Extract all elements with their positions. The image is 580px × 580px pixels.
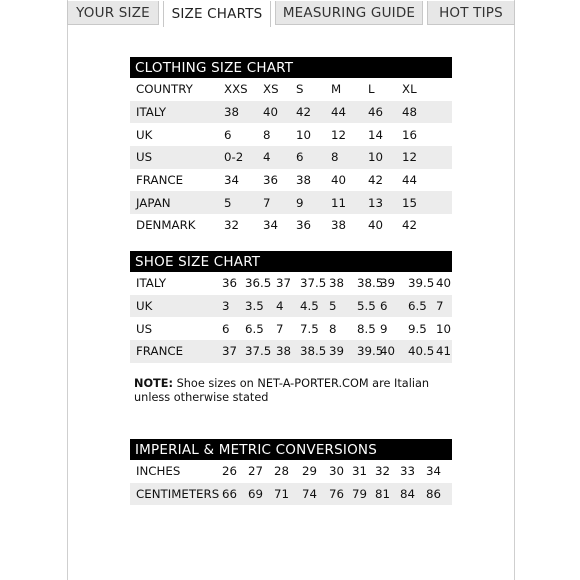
shoe-row-label: UK [136, 299, 153, 314]
conversion-cell: 66 [222, 487, 238, 502]
shoe-cell: 6.5 [408, 299, 427, 314]
conversion-chart-title: IMPERIAL & METRIC CONVERSIONS [130, 439, 452, 460]
clothing-cell: 9 [296, 195, 304, 210]
shoe-cell: 39 [329, 344, 345, 359]
imperial-metric-conversions [130, 439, 452, 505]
conversion-cell: 29 [302, 464, 318, 479]
conversion-cell: 79 [352, 487, 368, 502]
clothing-cell: XL [402, 82, 417, 97]
clothing-cell: 14 [368, 127, 384, 142]
clothing-row-label: DENMARK [136, 218, 196, 233]
clothing-row-label: COUNTRY [136, 82, 193, 97]
clothing-cell: 44 [402, 173, 418, 188]
clothing-row [130, 191, 452, 214]
shoe-cell: 10 [436, 321, 452, 336]
clothing-row [130, 169, 452, 192]
shoe-cell: 39.5 [408, 276, 435, 291]
shoe-cell: 5.5 [357, 299, 376, 314]
shoe-cell: 8 [329, 321, 337, 336]
clothing-size-chart [130, 57, 452, 237]
shoe-cell: 38 [276, 344, 292, 359]
clothing-cell: 42 [402, 218, 418, 233]
clothing-cell: 36 [263, 173, 279, 188]
conversion-row-label: INCHES [136, 464, 181, 479]
clothing-cell: 8 [331, 150, 339, 165]
clothing-cell: 5 [224, 195, 232, 210]
conversion-cell: 27 [248, 464, 264, 479]
shoe-cell: 6 [222, 321, 230, 336]
clothing-cell: 46 [368, 105, 384, 120]
shoe-cell: 8.5 [357, 321, 376, 336]
note-text: Shoe sizes on NET-A-PORTER.COM are Italian unless otherwise stated [134, 377, 430, 404]
tab-hot-tips[interactable]: HOT TIPS [427, 1, 515, 25]
shoe-row [130, 340, 452, 363]
conversion-cell: 26 [222, 464, 238, 479]
shoe-row [130, 295, 452, 318]
clothing-cell: S [296, 82, 304, 97]
shoe-cell: 37.5 [245, 344, 272, 359]
shoe-cell: 9.5 [408, 321, 427, 336]
clothing-row [130, 123, 452, 146]
shoe-cell: 3.5 [245, 299, 264, 314]
tab-bar [67, 0, 515, 26]
shoe-size-note [134, 377, 444, 405]
shoe-cell: 6 [380, 299, 388, 314]
conversion-cell: 33 [400, 464, 416, 479]
shoe-size-chart [130, 251, 452, 363]
clothing-cell: 7 [263, 195, 271, 210]
conversion-row [130, 483, 452, 506]
shoe-cell: 38 [329, 276, 345, 291]
clothing-cell: 4 [263, 150, 271, 165]
conversion-cell: 30 [329, 464, 345, 479]
clothing-row [130, 214, 452, 237]
clothing-row-label: JAPAN [136, 195, 171, 210]
shoe-cell: 7 [436, 299, 444, 314]
clothing-row-label: UK [136, 127, 153, 142]
shoe-chart-title: SHOE SIZE CHART [130, 251, 452, 272]
clothing-cell: XXS [224, 82, 248, 97]
clothing-cell: 12 [402, 150, 418, 165]
conversion-cell: 31 [352, 464, 368, 479]
clothing-row-label: FRANCE [136, 173, 184, 188]
clothing-cell: 40 [331, 173, 347, 188]
clothing-row [130, 78, 452, 101]
clothing-cell: 48 [402, 105, 418, 120]
shoe-row [130, 317, 452, 340]
shoe-cell: 40.5 [408, 344, 435, 359]
clothing-row [130, 146, 452, 169]
conversion-row-label: CENTIMETERS [136, 487, 220, 502]
clothing-cell: 38 [331, 218, 347, 233]
clothing-cell: 6 [224, 127, 232, 142]
clothing-cell: 12 [331, 127, 347, 142]
conversion-cell: 74 [302, 487, 318, 502]
shoe-cell: 38.5 [300, 344, 327, 359]
clothing-cell: 8 [263, 127, 271, 142]
conversion-cell: 76 [329, 487, 345, 502]
clothing-cell: 6 [296, 150, 304, 165]
clothing-cell: 36 [296, 218, 312, 233]
clothing-cell: 44 [331, 105, 347, 120]
clothing-cell: XS [263, 82, 279, 97]
shoe-chart-table [130, 272, 452, 363]
shoe-row [130, 272, 452, 295]
clothing-cell: 11 [331, 195, 347, 210]
clothing-cell: L [368, 82, 375, 97]
shoe-cell: 6.5 [245, 321, 264, 336]
clothing-cell: 10 [296, 127, 312, 142]
shoe-cell: 7 [276, 321, 284, 336]
conversion-table [130, 460, 452, 505]
conversion-cell: 71 [274, 487, 290, 502]
tab-your-size[interactable]: YOUR SIZE [67, 1, 159, 25]
shoe-cell: 37 [222, 344, 238, 359]
clothing-cell: 38 [224, 105, 240, 120]
clothing-cell: M [331, 82, 342, 97]
clothing-cell: 10 [368, 150, 384, 165]
shoe-row-label: US [136, 321, 153, 336]
shoe-cell: 4 [276, 299, 284, 314]
shoe-cell: 37.5 [300, 276, 327, 291]
shoe-cell: 3 [222, 299, 230, 314]
shoe-cell: 39.5 [357, 344, 384, 359]
clothing-cell: 34 [263, 218, 279, 233]
shoe-cell: 36.5 [245, 276, 272, 291]
clothing-cell: 40 [368, 218, 384, 233]
conversion-cell: 69 [248, 487, 264, 502]
conversion-cell: 81 [375, 487, 391, 502]
clothing-chart-table [130, 78, 452, 237]
clothing-row-label: US [136, 150, 153, 165]
shoe-cell: 7.5 [300, 321, 319, 336]
clothing-cell: 40 [263, 105, 279, 120]
clothing-cell: 13 [368, 195, 384, 210]
shoe-cell: 40 [436, 276, 452, 291]
shoe-cell: 39 [380, 276, 396, 291]
conversion-cell: 86 [426, 487, 442, 502]
conversion-cell: 84 [400, 487, 416, 502]
clothing-cell: 15 [402, 195, 418, 210]
clothing-row [130, 101, 452, 124]
shoe-cell: 37 [276, 276, 292, 291]
shoe-cell: 38.5 [357, 276, 384, 291]
clothing-row-label: ITALY [136, 105, 167, 120]
conversion-cell: 28 [274, 464, 290, 479]
tab-measuring-guide[interactable]: MEASURING GUIDE [275, 1, 423, 25]
clothing-cell: 34 [224, 173, 240, 188]
shoe-cell: 9 [380, 321, 388, 336]
tab-size-charts[interactable]: SIZE CHARTS [163, 1, 271, 27]
shoe-row-label: ITALY [136, 276, 167, 291]
shoe-row-label: FRANCE [136, 344, 184, 359]
clothing-cell: 0-2 [224, 150, 244, 165]
clothing-cell: 16 [402, 127, 418, 142]
shoe-cell: 40 [380, 344, 396, 359]
shoe-cell: 4.5 [300, 299, 319, 314]
clothing-cell: 42 [368, 173, 384, 188]
conversion-row [130, 460, 452, 483]
shoe-cell: 5 [329, 299, 337, 314]
shoe-cell: 36 [222, 276, 238, 291]
clothing-cell: 32 [224, 218, 240, 233]
conversion-cell: 34 [426, 464, 442, 479]
clothing-cell: 38 [296, 173, 312, 188]
clothing-chart-title: CLOTHING SIZE CHART [130, 57, 452, 78]
clothing-cell: 42 [296, 105, 312, 120]
shoe-cell: 41 [436, 344, 452, 359]
note-label: NOTE: [134, 377, 173, 390]
conversion-cell: 32 [375, 464, 391, 479]
